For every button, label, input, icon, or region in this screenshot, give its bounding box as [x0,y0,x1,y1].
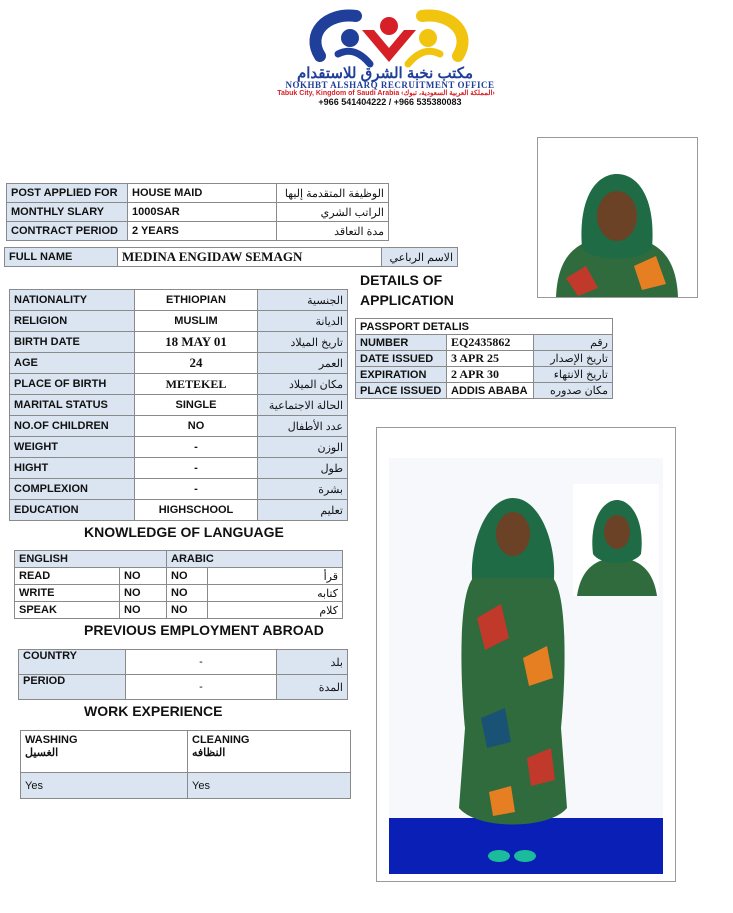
place-issued-label-ar: مكان صدوره [534,383,613,399]
application-table [6,183,389,241]
country-label: COUNTRY [19,650,126,675]
marital-status-label: MARITAL STATUS [10,395,135,416]
table-row [10,332,348,353]
height-label-ar: طول [258,458,348,479]
read-english: NO [120,568,167,585]
table-row [5,248,458,267]
details-heading [360,270,454,310]
table-row [10,395,348,416]
post-applied-label: POST APPLIED FOR [7,184,128,203]
logo-people-icon [300,4,478,70]
table-row [10,500,348,521]
speak-english: NO [120,602,167,619]
religion-label: RELIGION [10,311,135,332]
write-english: NO [120,585,167,602]
passport-title: PASSPORT DETALIS [356,319,613,335]
birth-date-value: 18 MAY 01 [135,332,258,353]
date-issued-value: 3 APR 25 [447,351,534,367]
table-row [356,367,613,383]
table-row [10,374,348,395]
office-name-arabic: مكتب نخبة الشرق للاستقدام [296,65,474,82]
speak-label-ar: كلام [208,602,343,619]
table-row [356,351,613,367]
marital-status-value: SINGLE [135,395,258,416]
table-row [10,353,348,374]
age-label-ar: العمر [258,353,348,374]
place-of-birth-label-ar: مكان الميلاد [258,374,348,395]
table-row [21,773,351,799]
cleaning-label-ar: النظافه [192,747,226,759]
full-name-label-ar: الاسم الرباعي [382,248,458,267]
write-arabic: NO [167,585,208,602]
height-label: HIGHT [10,458,135,479]
place-issued-label: PLACE ISSUED [356,383,447,399]
write-label-ar: كتابه [208,585,343,602]
read-arabic: NO [167,568,208,585]
office-phones: +966 541404222 / +966 535380083 [318,97,462,107]
period-value: - [126,675,277,700]
office-logo [300,4,478,70]
education-label: EDUCATION [10,500,135,521]
post-applied-label-ar: الوظيفة المتقدمة إليها [277,184,389,203]
monthly-salary-value: 1000SAR [128,203,277,222]
contract-period-value: 2 YEARS [128,222,277,241]
place-of-birth-label: PLACE OF BIRTH [10,374,135,395]
table-row [10,437,348,458]
date-issued-label-ar: تاريخ الإصدار [534,351,613,367]
washing-label-ar: الغسيل [25,747,59,759]
full-name-table [4,247,458,267]
weight-label-ar: الوزن [258,437,348,458]
place-of-birth-value: METEKEL [135,374,258,395]
table-row [19,650,348,675]
full-name-value: MEDINA ENGIDAW SEMAGN [118,248,382,267]
table-row [10,416,348,437]
table-row [356,335,613,351]
table-row [7,222,389,241]
washing-label: WASHING [25,734,78,746]
speak-label: SPEAK [15,602,120,619]
read-label-ar: قرأ [208,568,343,585]
monthly-salary-label-ar: الراتب الشري [277,203,389,222]
person-full-body-icon [377,428,675,881]
read-label: READ [15,568,120,585]
table-row [15,602,343,619]
passport-number-label: NUMBER [356,335,447,351]
table-row [15,568,343,585]
passport-number-value: EQ2435862 [447,335,534,351]
full-body-photo [376,427,676,882]
education-value: HIGHSCHOOL [135,500,258,521]
washing-cell [21,731,188,773]
expiration-value: 2 APR 30 [447,367,534,383]
nationality-label-ar: الجنسية [258,290,348,311]
age-value: 24 [135,353,258,374]
table-row [7,184,389,203]
language-col-english: ENGLISH [15,551,167,568]
person-portrait-icon [538,138,697,297]
post-applied-value: HOUSE MAID [128,184,277,203]
cleaning-label: CLEANING [192,734,250,746]
children-value: NO [135,416,258,437]
cleaning-value: Yes [188,773,351,799]
employment-table [18,649,348,700]
children-label-ar: عدد الأطفال [258,416,348,437]
period-label: PERIOD [19,675,126,700]
marital-status-label-ar: الحالة الاجتماعية [258,395,348,416]
passport-table [355,318,613,399]
table-row [10,458,348,479]
education-label-ar: تعليم [258,500,348,521]
date-issued-label: DATE ISSUED [356,351,447,367]
table-row [21,731,351,773]
religion-label-ar: الديانة [258,311,348,332]
washing-value: Yes [21,773,188,799]
language-col-arabic: ARABIC [167,551,343,568]
portrait-photo [537,137,698,298]
language-table [14,550,343,619]
nationality-label: NATIONALITY [10,290,135,311]
nationality-value: ETHIOPIAN [135,290,258,311]
table-row [10,479,348,500]
table-row [19,675,348,700]
children-label: NO.OF CHILDREN [10,416,135,437]
country-label-ar: بلد [277,650,348,675]
birth-date-label: BIRTH DATE [10,332,135,353]
details-heading-line1: DETAILS OF [360,272,443,288]
table-row [356,319,613,335]
table-row [7,203,389,222]
office-location: Tabuk City, Kingdom of Saudi Arabia ‹المملكة العربية السعودية، تبوك› [277,90,495,97]
table-row [10,290,348,311]
height-value: - [135,458,258,479]
monthly-salary-label: MONTHLY SLARY [7,203,128,222]
weight-label: WEIGHT [10,437,135,458]
contract-period-label-ar: مدة التعاقد [277,222,389,241]
expiration-label-ar: تاريخ الانتهاء [534,367,613,383]
details-heading-line2: APPLICATION [360,292,454,308]
place-issued-value: ADDIS ABABA [447,383,534,399]
work-heading: WORK EXPERIENCE [84,703,223,719]
table-row [10,311,348,332]
personal-details-table [9,289,348,521]
country-value: - [126,650,277,675]
speak-arabic: NO [167,602,208,619]
table-row [15,551,343,568]
passport-number-label-ar: رقم [534,335,613,351]
table-row [356,383,613,399]
table-row [15,585,343,602]
write-label: WRITE [15,585,120,602]
office-name-english: NOKHBT ALSHARQ RECRUITMENT OFFICE [285,80,495,90]
complexion-value: - [135,479,258,500]
period-label-ar: المدة [277,675,348,700]
work-table [20,730,351,799]
employment-heading: PREVIOUS EMPLOYMENT ABROAD [84,622,324,638]
age-label: AGE [10,353,135,374]
language-heading: KNOWLEDGE OF LANGUAGE [84,524,284,540]
religion-value: MUSLIM [135,311,258,332]
full-name-label: FULL NAME [5,248,118,267]
contract-period-label: CONTRACT PERIOD [7,222,128,241]
complexion-label: COMPLEXION [10,479,135,500]
cleaning-cell [188,731,351,773]
complexion-label-ar: بشرة [258,479,348,500]
birth-date-label-ar: تاريخ الميلاد [258,332,348,353]
weight-value: - [135,437,258,458]
expiration-label: EXPIRATION [356,367,447,383]
